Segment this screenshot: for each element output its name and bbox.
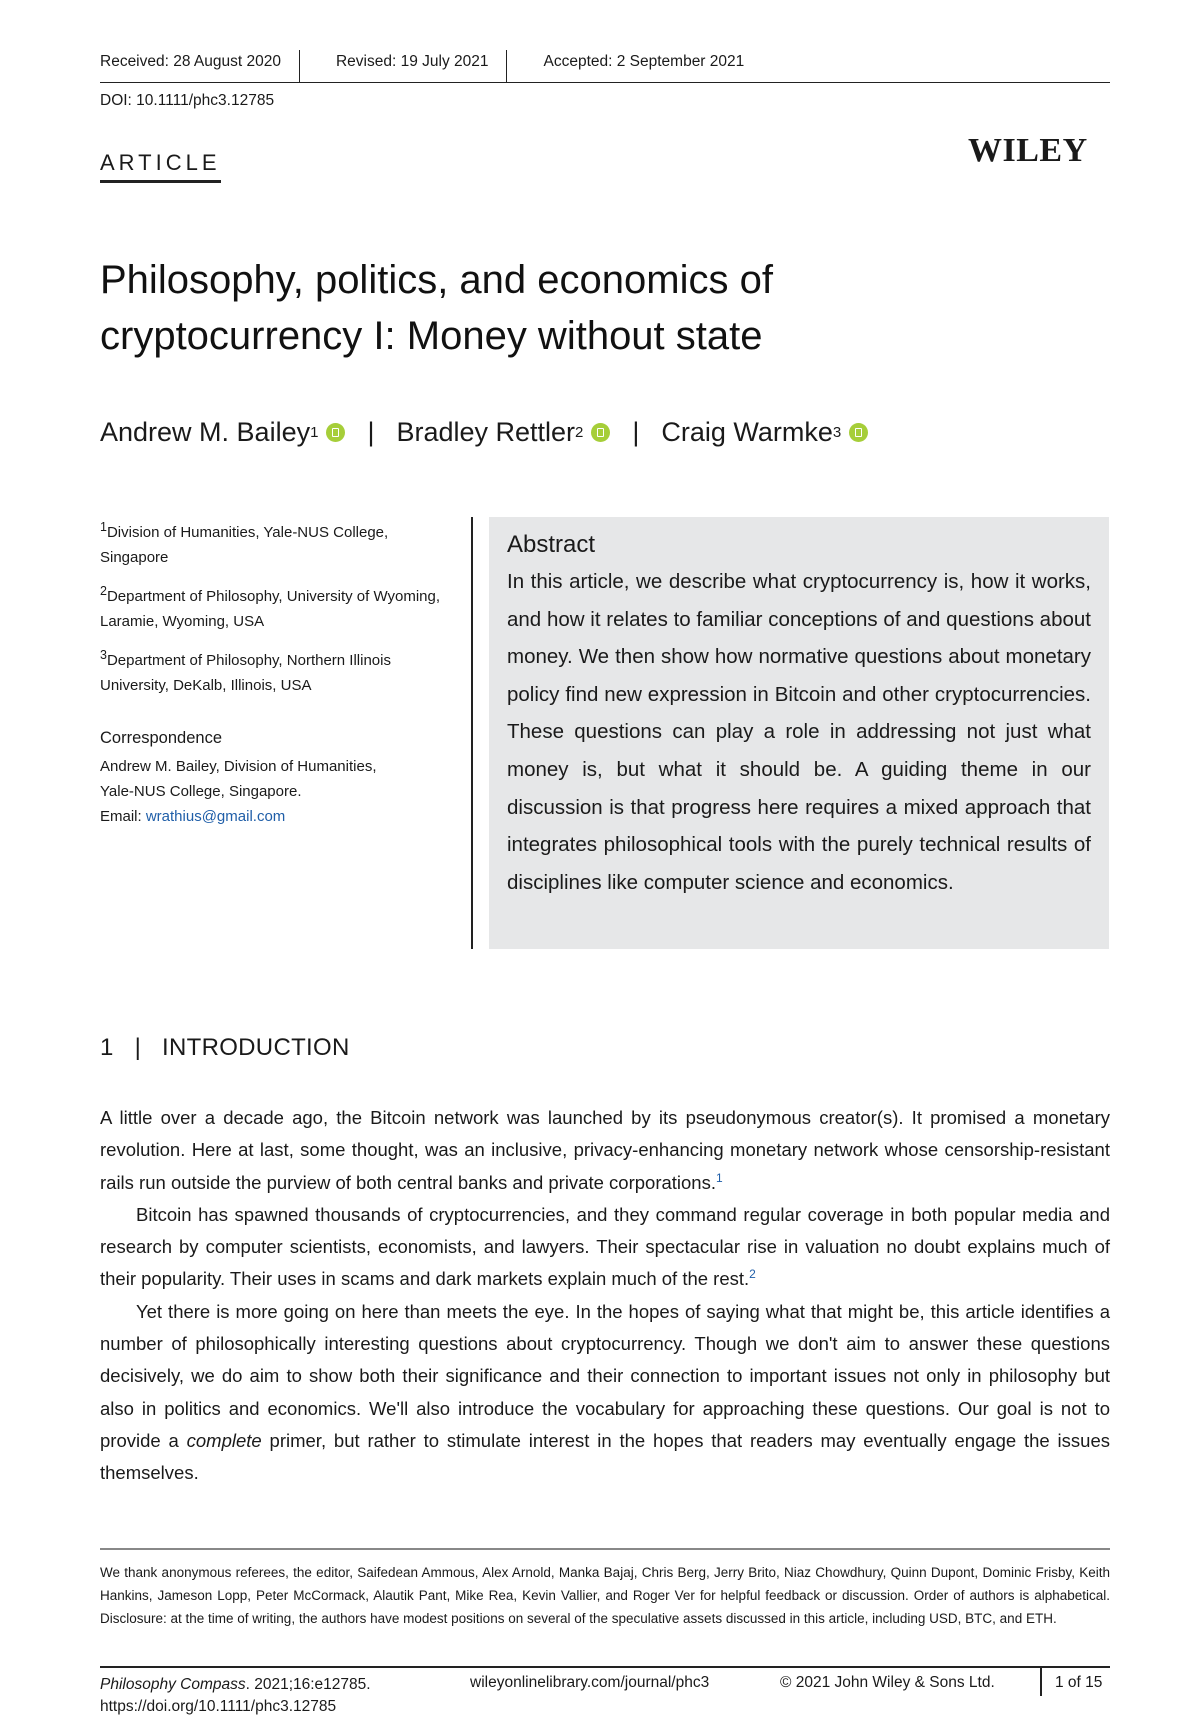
orcid-icon[interactable] xyxy=(591,423,610,442)
abstract-box xyxy=(489,517,1109,949)
divider xyxy=(471,517,473,949)
paragraph: A little over a decade ago, the Bitcoin network was launched by its pseudonymous creator(s). It promised a monetary revolution. Here at last, some thought, was an inclusive, privacy-enhancing monetary network whose censorship-resistant rails run outside the purview of both central banks and private corporations.$^1$ xyxy=(100,1107,1110,1193)
paragraph: Bitcoin has spawned thousands of cryptocurrencies, and they command regular coverage in both popular media and research by computer scientists, economists, and lawyers. Their spectacular rise in valuation no doubt explains much of their popularity. Their uses in scams and dark markets explain much of the rest.$^2$ xyxy=(100,1203,1110,1290)
abstract-text: In this article, we describe what cryptocurrency is, how it works, and how it relates to familiar conceptions of and questions about money. We then show how normative questions about monetary policy find new expression in Bitcoin and other cryptocurrencies. These questions can play a role in addressing not just what money is, but what it should be. A guiding theme in our discussion is that progress here requires a mixed approach that integrates philosophical tools with the purely technical results of disciplines like computer science and economics. xyxy=(507,570,1091,894)
divider xyxy=(100,1666,1110,1668)
author-separator: | xyxy=(632,417,640,447)
body-text xyxy=(100,1102,1110,1490)
affiliation: $^2$Department of Philosophy, University of Wyoming, Laramie, Wyoming, USA xyxy=(100,584,441,630)
orcid-icon[interactable] xyxy=(849,423,868,442)
email-link[interactable]: wrathius@gmail.com xyxy=(145,808,286,825)
abstract-heading: Abstract xyxy=(507,531,596,558)
received-date: Received: 28 August 2020 xyxy=(100,53,281,70)
correspondence-heading: Correspondence xyxy=(100,729,222,747)
author-name[interactable]: Craig Warmke xyxy=(661,417,833,447)
author-affil-sup: 2 xyxy=(575,424,584,441)
affiliation: $^3$Department of Philosophy, Northern Illinois University, DeKalb, Illinois, USA xyxy=(100,648,391,694)
journal-name: Philosophy Compass xyxy=(100,1676,246,1693)
footer-doi-link[interactable]: https://doi.org/10.1111/phc3.12785 xyxy=(100,1698,337,1715)
correspondence-line: Yale-NUS College, Singapore. xyxy=(100,783,302,800)
article-type-label: ARTICLE xyxy=(100,150,221,183)
author-name[interactable]: Andrew M. Bailey xyxy=(100,417,311,447)
doi[interactable]: DOI: 10.1111/phc3.12785 xyxy=(100,92,275,109)
accepted-date: Accepted: 2 September 2021 xyxy=(543,53,745,70)
footnote-ref[interactable]: 2 xyxy=(749,1267,756,1282)
page-number: 1 of 15 xyxy=(1055,1674,1103,1691)
publisher-logo: WILEY xyxy=(968,132,1088,169)
author-name[interactable]: Bradley Rettler xyxy=(396,417,576,447)
divider xyxy=(100,1548,1110,1550)
affiliations xyxy=(100,515,445,829)
paragraph: Yet there is more going on here than meets the eye. In the hopes of saying what that might be, this article identifies a number of philosophically interesting questions about cryptocurrency. Though we don't aim to answer these questions decisively, we do aim to show both their significance and their connection to important issues not only in philosophy but also in politics and economics. We'll also introduce the vocabulary for approaching these questions. Our goal is not to provide a complete primer, but rather to stimulate interest in the hopes that readers may eventually engage the issues themselves. xyxy=(100,1300,1110,1484)
paper-title xyxy=(100,252,1000,364)
author-affil-sup: 3 xyxy=(832,424,842,441)
section-heading: 1 | INTRODUCTION xyxy=(100,1034,350,1061)
divider xyxy=(1040,1666,1042,1696)
acknowledgement-footnote: We thank anonymous referees, the editor, Saifedean Ammous, Alex Arnold, Manka Bajaj, Chris Berg, Jerry Brito, Niaz Chowdhury, Quinn Dupont, Dominic Frisby, Keith Hankins, Jameson Lopp, Peter McCormack, Alautik Pant, Mike Rea, Kevin Vallier, and Roger Ver for helpful feedback or discussion. Order of authors is alphabetical. Disclosure: at the time of writing, the authors have modest positions on several of the speculative assets discussed in this article, including USD, BTC, and ETH. xyxy=(100,1565,1110,1626)
orcid-icon[interactable] xyxy=(326,423,345,442)
title-line: Philosophy, politics, and economics of xyxy=(100,258,773,302)
divider xyxy=(299,50,318,82)
affiliation: $^1$Division of Humanities, Yale-NUS College, Singapore xyxy=(100,520,389,566)
divider xyxy=(506,50,525,82)
footer-copyright: © 2021 John Wiley & Sons Ltd. xyxy=(780,1674,995,1691)
author-list xyxy=(100,417,868,448)
correspondence-line: Andrew M. Bailey, Division of Humanities, xyxy=(100,758,377,775)
received-dates-bar xyxy=(100,50,1110,83)
footer-citation: Philosophy Compass. 2021;16:e12785. https://doi.org/10.1111/phc3.12785 xyxy=(100,1674,371,1718)
title-line: cryptocurrency I: Money without state xyxy=(100,314,763,358)
author-affil-sup: 1 xyxy=(310,424,319,441)
footer-site-link[interactable]: wileyonlinelibrary.com/journal/phc3 xyxy=(470,1674,710,1691)
revised-date: Revised: 19 July 2021 xyxy=(335,53,489,70)
footnote-ref[interactable]: 1 xyxy=(715,1170,723,1185)
correspondence-email-row: Email: wrathius@gmail.com xyxy=(100,808,286,825)
author-separator: | xyxy=(367,417,375,447)
